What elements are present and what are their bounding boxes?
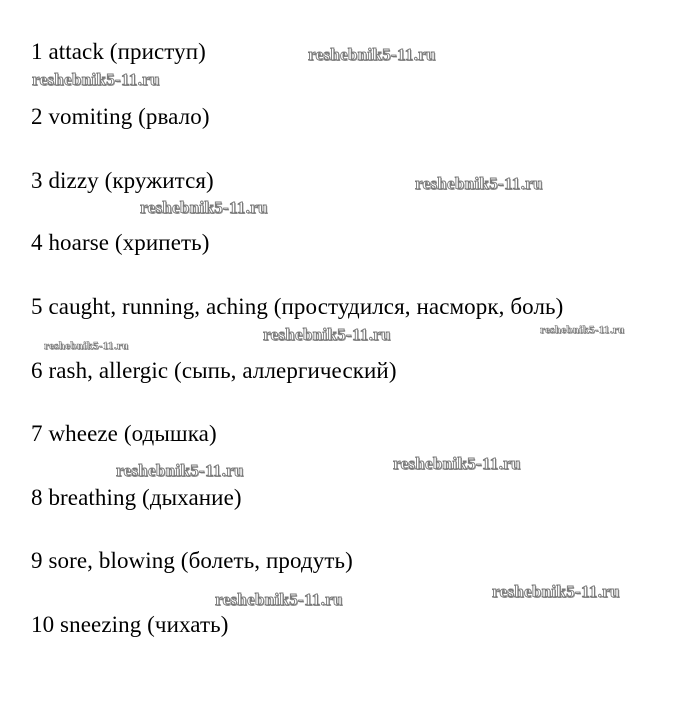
answer-item-1: 1 attack (приступ) (31, 39, 206, 64)
watermark-text: reshebnik5-11.ru (540, 324, 625, 336)
answer-item-8: 8 breathing (дыхание) (31, 485, 242, 510)
watermark-text: reshebnik5-11.ru (32, 70, 160, 89)
answer-item-5: 5 caught, running, aching (простудился, насморк, боль) (31, 294, 564, 319)
answer-item-3: 3 dizzy (кружится) (31, 168, 214, 193)
watermark-text: reshebnik5-11.ru (263, 325, 391, 344)
watermark-text: reshebnik5-11.ru (415, 174, 543, 193)
answer-item-6: 6 rash, allergic (сыпь, аллергический) (31, 358, 397, 383)
answer-item-9: 9 sore, blowing (болеть, продуть) (31, 548, 353, 573)
answer-item-7: 7 wheeze (одышка) (31, 421, 217, 446)
watermark-text: reshebnik5-11.ru (140, 198, 268, 217)
answer-item-4: 4 hoarse (хрипеть) (31, 230, 210, 255)
answer-item-10: 10 sneezing (чихать) (31, 612, 229, 637)
watermark-text: reshebnik5-11.ru (116, 461, 244, 480)
watermark-text: reshebnik5-11.ru (492, 582, 620, 601)
watermark-text: reshebnik5-11.ru (393, 454, 521, 473)
answer-item-2: 2 vomiting (рвало) (31, 104, 210, 129)
watermark-text: reshebnik5-11.ru (44, 340, 129, 352)
watermark-text: reshebnik5-11.ru (215, 590, 343, 609)
watermark-text: reshebnik5-11.ru (308, 45, 436, 64)
